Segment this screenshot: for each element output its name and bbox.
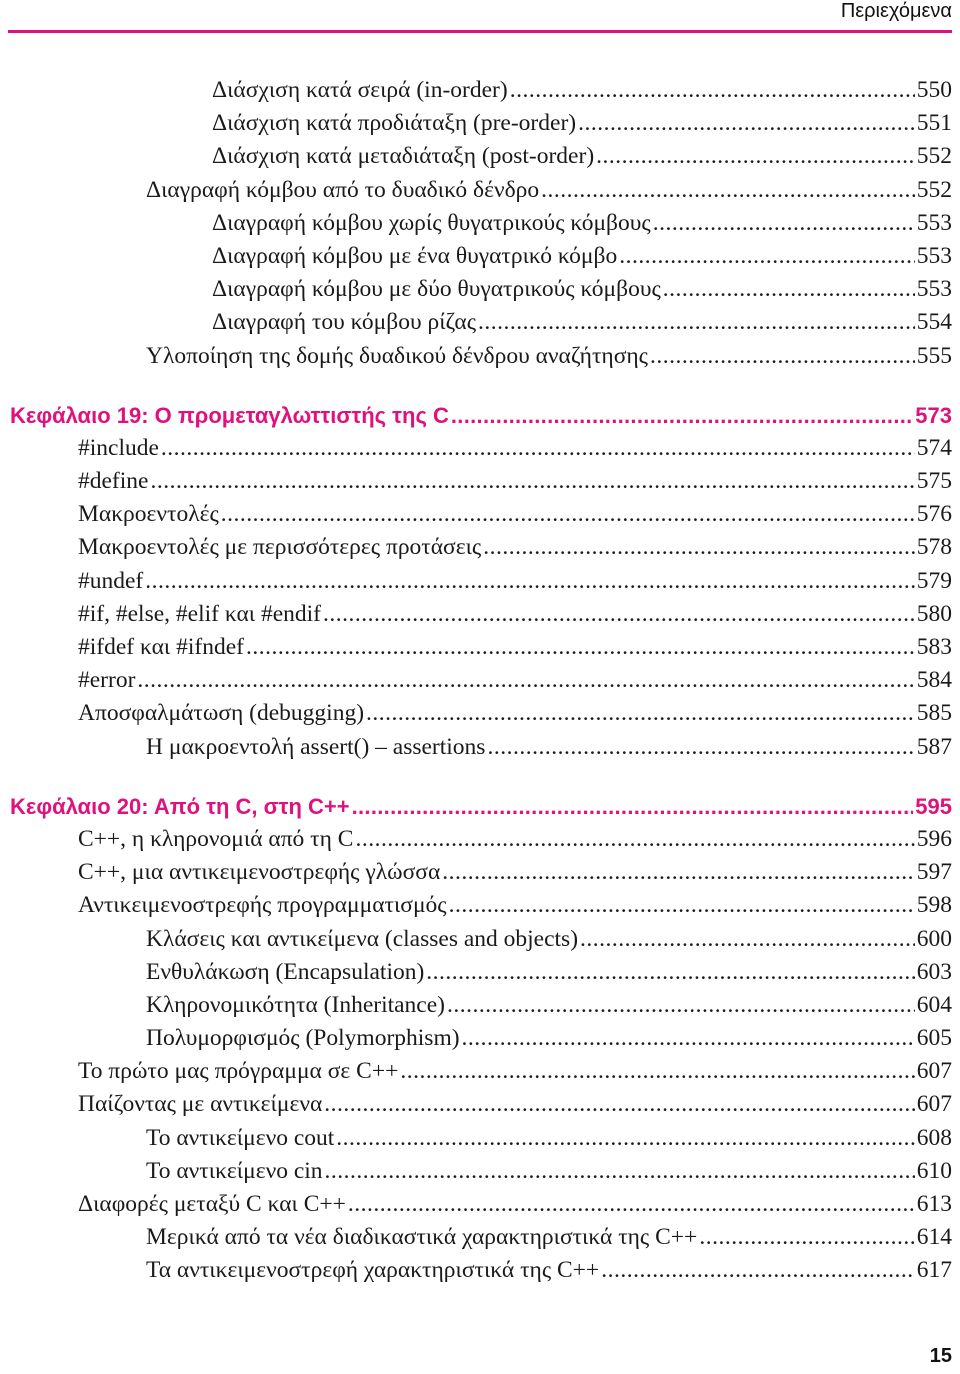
toc-entry[interactable]	[0, 731, 952, 764]
toc-entry[interactable]	[0, 1188, 952, 1221]
leader-dots	[699, 1221, 914, 1254]
leader-dots	[449, 889, 915, 922]
toc-entry-page: 604	[916, 991, 952, 1018]
toc-entry-page: 613	[916, 1191, 952, 1217]
leader-dots	[596, 140, 915, 173]
toc-entry-title: Τα αντικειμενοστρεφή χαρακτηριστικά της C++	[146, 1257, 600, 1284]
toc-entry-page: 579	[916, 567, 952, 594]
toc-entry-page: 597	[916, 859, 952, 886]
leader-dots	[580, 923, 915, 956]
toc-entry-title: Διαγραφή κόμβου με ένα θυγατρικό κόμβο	[212, 242, 618, 269]
toc-entry-title: Το αντικείμενο cin	[146, 1157, 323, 1184]
leader-dots	[366, 697, 915, 730]
leader-dots	[137, 664, 914, 697]
leader-dots	[246, 631, 915, 664]
toc-entry-page: 584	[916, 667, 952, 694]
toc-entry-page: 583	[916, 634, 952, 660]
leader-dots	[653, 207, 915, 240]
toc-entry-title: Μακροεντολές	[78, 501, 219, 528]
toc-entry-page: 551	[916, 110, 952, 137]
toc-entry[interactable]	[0, 823, 952, 856]
toc-entry[interactable]	[0, 340, 952, 373]
toc-entry[interactable]	[0, 107, 952, 140]
toc-entry[interactable]	[0, 1254, 952, 1287]
toc-entry-title: Διαγραφή κόμβου με δύο θυγατρικούς κόμβους	[212, 276, 661, 303]
leader-dots	[447, 989, 915, 1022]
toc-entry[interactable]	[0, 1221, 952, 1254]
leader-dots	[221, 498, 915, 531]
leader-dots	[400, 1055, 914, 1088]
toc-entry-title: Διάσχιση κατά σειρά (in-order)	[212, 77, 508, 103]
leader-dots	[161, 432, 915, 465]
chapter-page: 595	[915, 793, 952, 819]
toc-entry-title: Μακροεντολές με περισσότερες προτάσεις	[78, 534, 482, 561]
toc-entry-page: 578	[916, 534, 952, 561]
chapter-19-heading[interactable]	[0, 399, 952, 432]
table-of-contents	[0, 74, 952, 1288]
toc-entry[interactable]	[0, 531, 952, 564]
toc-entry[interactable]	[0, 989, 952, 1022]
running-header-title: Περιεχόμενα	[840, 0, 952, 22]
toc-entry-page: 617	[916, 1257, 952, 1284]
toc-entry[interactable]	[0, 598, 952, 631]
leader-dots	[336, 1122, 914, 1155]
toc-entry-page: 600	[916, 925, 952, 952]
toc-entry-page: 608	[916, 1124, 952, 1151]
toc-entry-title: #include	[78, 434, 159, 461]
leader-dots	[541, 174, 915, 207]
leader-dots	[324, 1088, 914, 1121]
toc-entry[interactable]	[0, 923, 952, 956]
toc-entry-title: C++, μια αντικειμενοστρεφής γλώσσα	[78, 859, 441, 886]
toc-entry-page: 552	[916, 143, 952, 170]
leader-dots	[510, 74, 915, 107]
toc-entry-page: 555	[916, 342, 952, 369]
toc-entry[interactable]	[0, 140, 952, 173]
leader-dots	[150, 465, 914, 498]
toc-entry-title: Διαγραφή κόμβου από το δυαδικό δένδρο	[146, 176, 540, 203]
leader-dots	[352, 790, 914, 823]
leader-dots	[619, 240, 915, 273]
toc-entry-title: #error	[78, 667, 136, 694]
toc-entry[interactable]	[0, 956, 952, 989]
toc-entry-page: 554	[916, 309, 952, 336]
leader-dots	[578, 107, 915, 140]
toc-entry-page: 587	[916, 733, 952, 760]
toc-entry-title: Η μακροεντολή assert() – assertions	[146, 733, 486, 760]
toc-entry-page: 553	[916, 209, 952, 236]
toc-entry[interactable]	[0, 631, 952, 664]
toc-entry-title: Υλοποίηση της δομής δυαδικού δένδρου αναζήτησης	[146, 342, 648, 369]
leader-dots	[348, 1188, 915, 1221]
toc-entry-title: Πολυμορφισμός (Polymorphism)	[146, 1025, 460, 1052]
toc-entry-page: 596	[916, 825, 952, 852]
toc-entry[interactable]	[0, 273, 952, 306]
toc-entry[interactable]	[0, 1022, 952, 1055]
toc-entry-page: 550	[916, 77, 952, 103]
leader-dots	[442, 856, 914, 889]
toc-entry-page: 614	[916, 1224, 952, 1251]
toc-entry-title: Το αντικείμενο cout	[146, 1124, 335, 1151]
toc-entry-title: Διάσχιση κατά μεταδιάταξη (post-order)	[212, 143, 595, 170]
toc-entry-page: 605	[916, 1025, 952, 1052]
toc-entry[interactable]	[0, 207, 952, 240]
toc-entry[interactable]	[0, 432, 952, 465]
toc-entry[interactable]	[0, 498, 952, 531]
toc-entry-page: 576	[916, 501, 952, 528]
toc-entry-title: Κλάσεις και αντικείμενα (classes and objects)	[146, 925, 579, 952]
header-rule	[8, 30, 952, 33]
toc-entry-page: 598	[916, 892, 952, 919]
toc-entry-title: Διαγραφή του κόμβου ρίζας	[212, 309, 477, 336]
toc-entry[interactable]	[0, 465, 952, 498]
leader-dots	[323, 598, 915, 631]
toc-entry-page: 553	[916, 242, 952, 269]
chapter-title: Κεφάλαιο 20: Από τη C, στη C++	[10, 793, 350, 819]
leader-dots	[355, 823, 914, 856]
toc-entry[interactable]	[0, 565, 952, 598]
toc-entry[interactable]	[0, 74, 952, 107]
toc-entry[interactable]	[0, 664, 952, 697]
toc-entry-title: Διαφορές μεταξύ C και C++	[78, 1191, 346, 1217]
leader-dots	[462, 1022, 915, 1055]
toc-entry-page: 574	[916, 434, 952, 461]
toc-entry-page: 610	[916, 1157, 952, 1184]
leader-dots	[650, 340, 915, 373]
toc-entry-title: Το πρώτο μας πρόγραμμα σε C++	[78, 1058, 399, 1085]
toc-entry[interactable]	[0, 889, 952, 922]
toc-entry[interactable]	[0, 1088, 952, 1121]
toc-entry-title: #if, #else, #elif και #endif	[78, 600, 322, 627]
toc-entry[interactable]	[0, 240, 952, 273]
toc-entry-page: 607	[916, 1091, 952, 1118]
toc-entry-page: 585	[916, 700, 952, 727]
toc-entry[interactable]	[0, 697, 952, 730]
toc-entry-page: 552	[916, 176, 952, 203]
toc-entry-title: Αποσφαλμάτωση (debugging)	[78, 700, 365, 727]
toc-entry-title: Κληρονομικότητα (Inheritance)	[146, 991, 445, 1018]
toc-entry-page: 580	[916, 600, 952, 627]
toc-entry-title: Διαγραφή κόμβου χωρίς θυγατρικούς κόμβους	[212, 209, 651, 236]
toc-entry[interactable]	[0, 856, 952, 889]
toc-entry[interactable]	[0, 1055, 952, 1088]
toc-entry-title: #undef	[78, 567, 144, 594]
leader-dots	[325, 1155, 915, 1188]
toc-entry[interactable]	[0, 306, 952, 339]
chapter-page: 573	[915, 402, 952, 428]
leader-dots	[663, 273, 915, 306]
leader-dots	[478, 306, 915, 339]
leader-dots	[487, 731, 914, 764]
toc-entry-page: 603	[916, 958, 952, 985]
toc-entry-title: #define	[78, 468, 149, 495]
toc-entry-page: 575	[916, 468, 952, 495]
leader-dots	[426, 956, 914, 989]
leader-dots	[601, 1254, 915, 1287]
chapter-title: Κεφάλαιο 19: Ο προμεταγλωττιστής της C	[10, 402, 449, 428]
toc-entry-title: #ifdef και #ifndef	[78, 634, 244, 660]
chapter-20-heading[interactable]	[0, 790, 952, 823]
toc-entry-title: Αντικειμενοστρεφής προγραμματισμός	[78, 892, 447, 919]
leader-dots	[145, 565, 914, 598]
toc-entry-title: C++, η κληρονομιά από τη C	[78, 825, 354, 852]
toc-entry[interactable]	[0, 1155, 952, 1188]
leader-dots	[451, 399, 913, 432]
toc-entry[interactable]	[0, 1122, 952, 1155]
toc-entry-title: Μερικά από τα νέα διαδικαστικά χαρακτηριστικά της C++	[146, 1224, 698, 1251]
toc-entry[interactable]	[0, 174, 952, 207]
page-number: 15	[929, 1345, 952, 1367]
toc-entry-page: 553	[916, 276, 952, 303]
toc-entry-title: Παίζοντας με αντικείμενα	[78, 1091, 323, 1118]
leader-dots	[483, 531, 915, 564]
toc-entry-title: Ενθυλάκωση (Encapsulation)	[146, 958, 425, 985]
toc-entry-page: 607	[916, 1058, 952, 1085]
toc-entry-title: Διάσχιση κατά προδιάταξη (pre-order)	[212, 110, 577, 137]
